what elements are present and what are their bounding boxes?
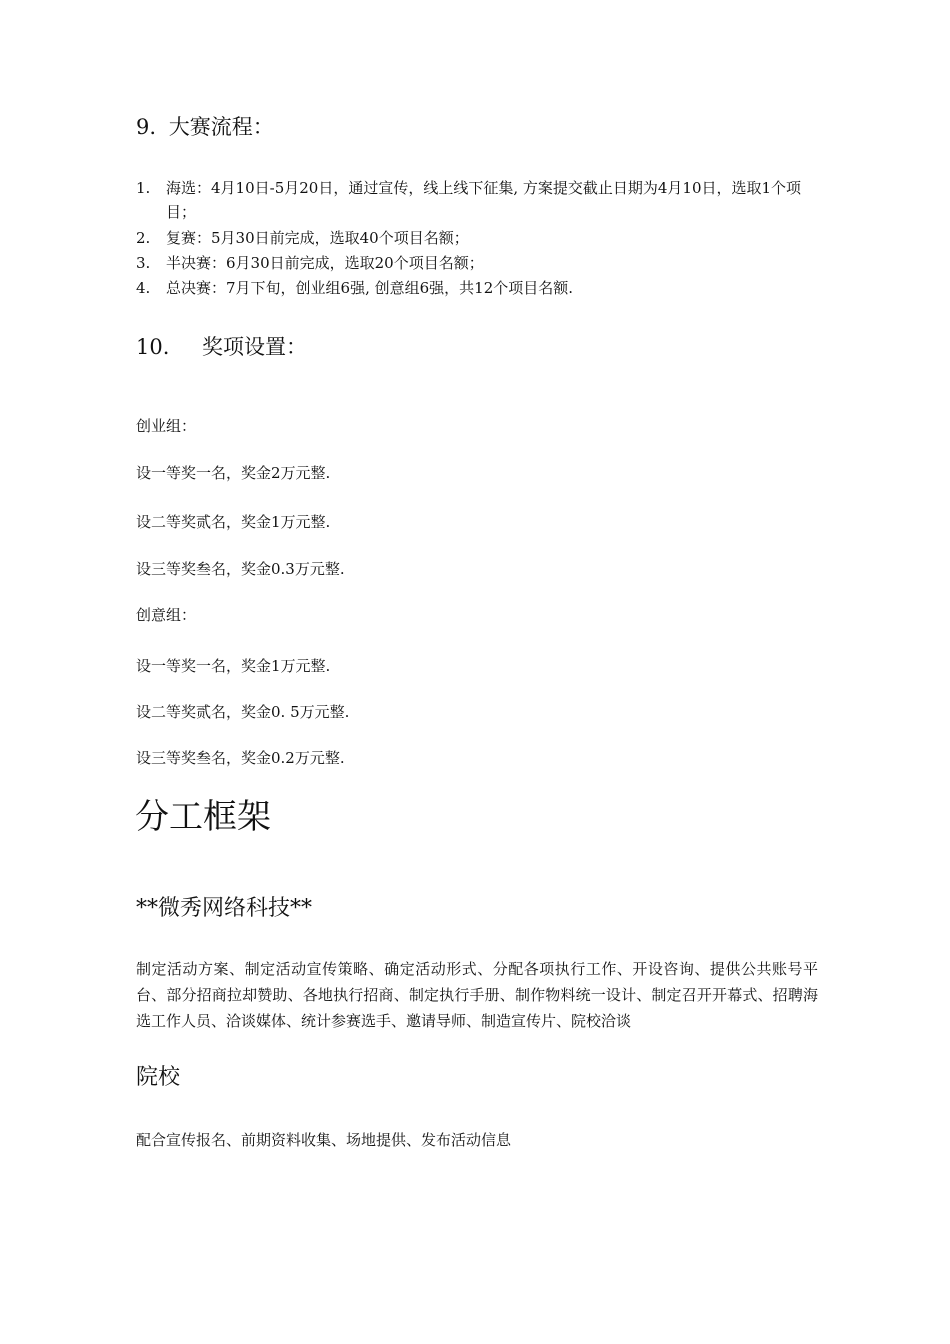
section-10-number: 10. — [136, 335, 170, 359]
list-marker: 1. — [136, 179, 151, 197]
award-line: 设二等奖贰名，奖金0. 5万元整. — [136, 703, 350, 721]
list-marker: 2. — [136, 229, 151, 247]
list-item — [136, 226, 816, 250]
list-item-text: 总决赛：7月下旬，创业组6强, 创意组6强，共12个项目名额. — [166, 279, 574, 297]
section-9-number: 9. — [136, 115, 157, 139]
company-duties: 制定活动方案、制定活动宣传策略、确定活动形式、分配各项执行工作、开设咨询、提供公共账号平台、部分招商拉却赞助、各地执行招商、制定执行手册、制作物料统一设计、制定召开开幕式、招聘海选工作人员、洽谈媒体、统计参赛选手、邀请导师、制造宣传片、院校洽谈 — [136, 960, 818, 1030]
list-item-text: 半决赛：6月30日前完成，选取20个项目名额； — [166, 254, 484, 272]
section-10-heading — [136, 333, 307, 361]
section-9-heading — [136, 113, 274, 141]
award-line: 设三等奖叁名，奖金0.2万元整. — [136, 749, 345, 767]
division-title: 分工框架 — [135, 797, 271, 837]
list-marker: 3. — [136, 254, 151, 272]
school-duties: 配合宣传报名、前期资料收集、场地提供、发布活动信息 — [136, 1131, 512, 1149]
award-line: 设一等奖一名，奖金2万元整. — [136, 464, 331, 482]
list-item — [136, 251, 816, 275]
list-item — [136, 176, 816, 224]
list-marker: 4. — [136, 279, 151, 297]
company-title: **微秀网络科技** — [136, 896, 313, 921]
creative-group-label: 创意组： — [136, 606, 197, 624]
award-line: 设一等奖一名，奖金1万元整. — [136, 657, 331, 675]
award-line: 设三等奖叁名，奖金0.3万元整. — [136, 560, 345, 578]
list-item — [136, 276, 816, 300]
list-item-text: 复赛：5月30日前完成，选取40个项目名额； — [166, 229, 469, 247]
award-line: 设二等奖贰名，奖金1万元整. — [136, 513, 331, 531]
startup-group-label: 创业组： — [136, 417, 197, 435]
section-10-title: 奖项设置： — [202, 335, 307, 359]
school-title: 院校 — [136, 1065, 181, 1090]
section-9-title: 大赛流程： — [168, 115, 274, 139]
list-item-text: 海选：4月10日-5月20日，通过宣传，线上线下征集, 方案提交截止日期为4月10日，选取1个项目； — [166, 179, 802, 221]
